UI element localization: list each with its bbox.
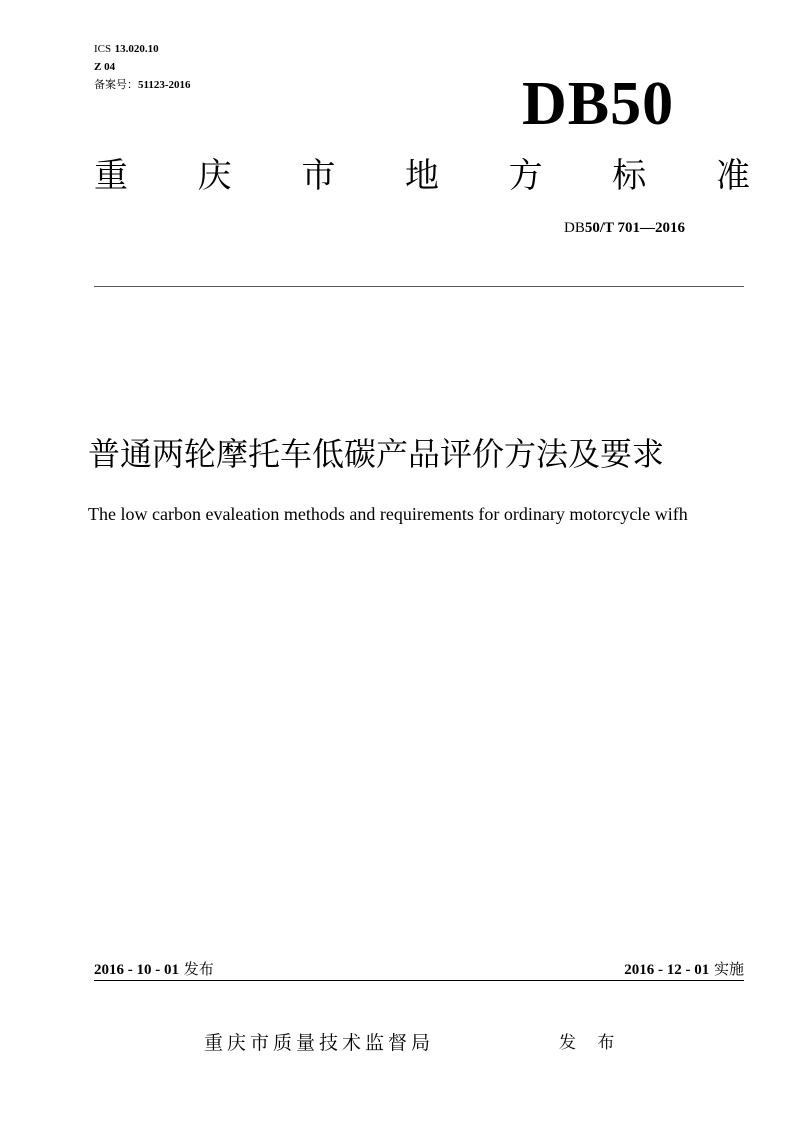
record-line <box>94 76 191 94</box>
record-label: 备案号： <box>94 78 138 91</box>
standard-code <box>564 218 685 238</box>
publish-date: 2016 - 10 - 01 <box>94 962 179 978</box>
classification-line <box>94 58 191 76</box>
issuer-name: 重庆市质量技术监督局 <box>204 1032 435 1054</box>
dates-row <box>94 958 744 981</box>
standard-code-prefix: DB <box>564 220 585 236</box>
db-mark: DB50 <box>522 70 675 138</box>
standard-type-char: 市 <box>301 156 336 196</box>
implement-date: 2016 - 12 - 01 <box>624 962 710 978</box>
metadata-block <box>94 40 191 94</box>
issue-word: 发 布 <box>559 1033 623 1053</box>
classification-code: Z 04 <box>94 61 116 73</box>
record-number: 51123-2016 <box>138 79 191 91</box>
publish-label: 发布 <box>183 960 214 978</box>
ics-label: ICS <box>94 43 112 55</box>
standard-type-char: 标 <box>612 156 647 196</box>
standard-type-char: 重 <box>94 156 128 196</box>
document-subtitle-english: The low carbon evaleation methods and requirements for ordinary motorcycle wifh <box>88 504 688 524</box>
header-divider <box>94 286 744 287</box>
implement-date-group <box>624 958 744 981</box>
document-title: 普通两轮摩托车低碳产品评价方法及要求 <box>88 435 665 473</box>
standard-type-char: 庆 <box>197 156 232 196</box>
standard-type-char: 方 <box>508 156 543 196</box>
ics-line <box>94 40 191 58</box>
standard-type-char: 地 <box>404 156 439 196</box>
implement-label: 实施 <box>713 960 744 978</box>
publish-date-group <box>94 958 214 981</box>
standard-type-char: 准 <box>715 156 750 196</box>
standard-type-heading <box>94 154 750 198</box>
standard-code-number: 50/T 701—2016 <box>584 220 685 236</box>
ics-code: 13.020.10 <box>114 43 159 55</box>
